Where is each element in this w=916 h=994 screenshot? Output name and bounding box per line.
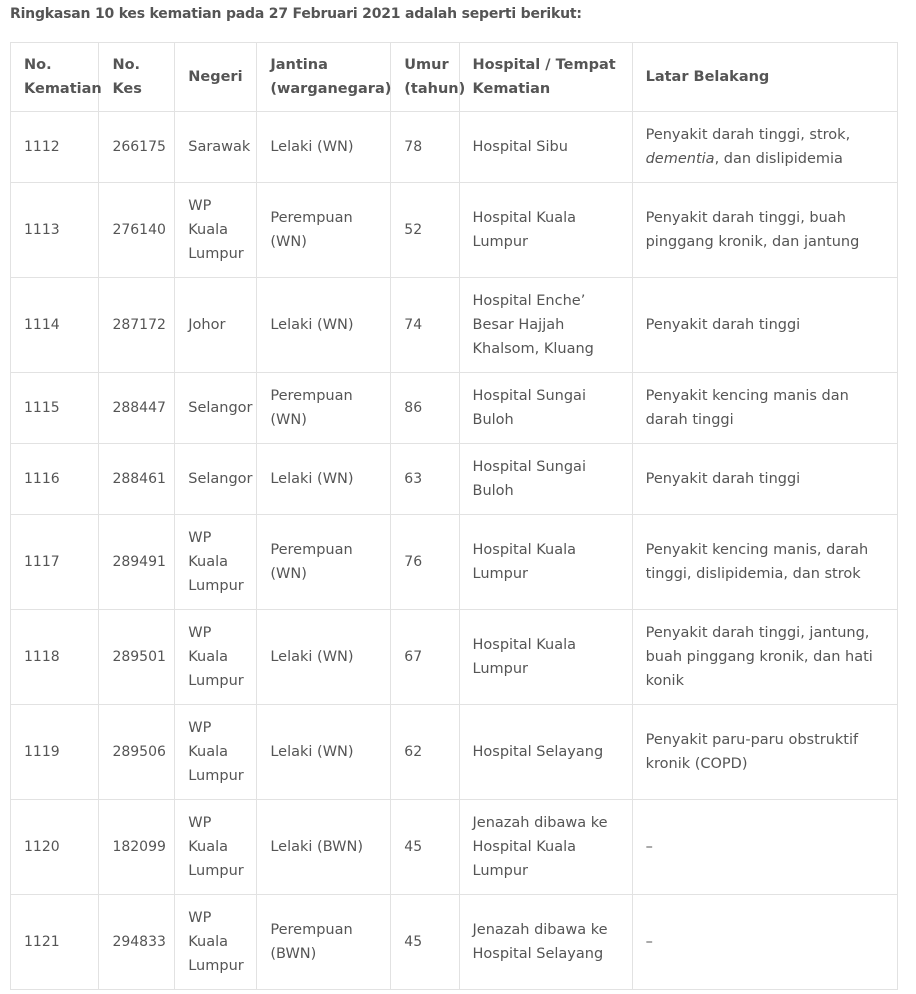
cell-no-kes: 294833 (99, 895, 175, 990)
cell-umur: 45 (391, 895, 459, 990)
cell-jantina: Perempuan (WN) (257, 373, 391, 444)
cell-jantina: Lelaki (WN) (257, 278, 391, 373)
cell-latar-belakang: Penyakit kencing manis, darah tinggi, dislipidemia, dan strok (632, 515, 897, 610)
cell-negeri: WP Kuala Lumpur (175, 515, 257, 610)
cell-umur: 45 (391, 800, 459, 895)
cell-jantina: Lelaki (WN) (257, 705, 391, 800)
cell-no-kematian: 1120 (11, 800, 99, 895)
header-no-kes: No. Kes (99, 43, 175, 112)
cell-umur: 63 (391, 444, 459, 515)
header-umur: Umur (tahun) (391, 43, 459, 112)
cell-latar-belakang: Penyakit kencing manis dan darah tinggi (632, 373, 897, 444)
cell-umur: 86 (391, 373, 459, 444)
cell-hospital: Hospital Kuala Lumpur (459, 515, 632, 610)
header-row (11, 43, 898, 112)
cell-no-kematian: 1118 (11, 610, 99, 705)
cell-hospital: Hospital Sungai Buloh (459, 444, 632, 515)
cell-no-kes: 276140 (99, 183, 175, 278)
cell-umur: 67 (391, 610, 459, 705)
table-row (11, 183, 898, 278)
cell-latar-belakang: – (632, 895, 897, 990)
table-row (11, 705, 898, 800)
intro-text: Ringkasan 10 kes kematian pada 27 Februari 2021 adalah seperti berikut: (10, 6, 582, 22)
cell-negeri: Sarawak (175, 112, 257, 183)
table-row (11, 444, 898, 515)
cell-jantina: Perempuan (WN) (257, 515, 391, 610)
cell-hospital: Hospital Sibu (459, 112, 632, 183)
cell-umur: 78 (391, 112, 459, 183)
table-row (11, 800, 898, 895)
cell-jantina: Lelaki (WN) (257, 112, 391, 183)
cell-no-kematian: 1115 (11, 373, 99, 444)
cell-no-kes: 182099 (99, 800, 175, 895)
cell-negeri: WP Kuala Lumpur (175, 183, 257, 278)
cell-no-kes: 266175 (99, 112, 175, 183)
cell-no-kematian: 1112 (11, 112, 99, 183)
deaths-table (10, 42, 898, 990)
table-row (11, 112, 898, 183)
cell-no-kes: 288461 (99, 444, 175, 515)
cell-latar-belakang: Penyakit darah tinggi, jantung, buah pinggang kronik, dan hati konik (632, 610, 897, 705)
cell-jantina: Lelaki (BWN) (257, 800, 391, 895)
cell-no-kematian: 1117 (11, 515, 99, 610)
cell-negeri: Johor (175, 278, 257, 373)
cell-no-kematian: 1121 (11, 895, 99, 990)
header-negeri: Negeri (175, 43, 257, 112)
cell-hospital: Hospital Kuala Lumpur (459, 610, 632, 705)
latar-text: , dan dislipidemia (714, 151, 843, 167)
cell-hospital: Hospital Sungai Buloh (459, 373, 632, 444)
header-hospital: Hospital / Tempat Kematian (459, 43, 632, 112)
latar-emphasis: dementia (645, 151, 715, 167)
latar-text: Penyakit darah tinggi, strok, (645, 127, 851, 143)
table-row (11, 515, 898, 610)
cell-no-kes: 287172 (99, 278, 175, 373)
cell-umur: 62 (391, 705, 459, 800)
cell-latar-belakang: Penyakit darah tinggi (632, 278, 897, 373)
cell-hospital: Jenazah dibawa ke Hospital Selayang (459, 895, 632, 990)
cell-no-kes: 289506 (99, 705, 175, 800)
cell-jantina: Perempuan (BWN) (257, 895, 391, 990)
table-row (11, 278, 898, 373)
cell-umur: 52 (391, 183, 459, 278)
cell-latar-belakang: Penyakit darah tinggi (632, 444, 897, 515)
table-row (11, 610, 898, 705)
cell-hospital: Hospital Selayang (459, 705, 632, 800)
header-no-kematian: No. Kematian (11, 43, 99, 112)
cell-no-kes: 289491 (99, 515, 175, 610)
cell-jantina: Lelaki (WN) (257, 444, 391, 515)
cell-negeri: WP Kuala Lumpur (175, 705, 257, 800)
cell-jantina: Perempuan (WN) (257, 183, 391, 278)
header-latar-belakang: Latar Belakang (632, 43, 897, 112)
cell-latar-belakang: – (632, 800, 897, 895)
cell-no-kematian: 1116 (11, 444, 99, 515)
cell-hospital: Hospital Enche’ Besar Hajjah Khalsom, Kluang (459, 278, 632, 373)
cell-negeri: WP Kuala Lumpur (175, 610, 257, 705)
cell-negeri: Selangor (175, 373, 257, 444)
table-row (11, 895, 898, 990)
cell-no-kematian: 1119 (11, 705, 99, 800)
cell-negeri: WP Kuala Lumpur (175, 800, 257, 895)
cell-umur: 76 (391, 515, 459, 610)
cell-negeri: Selangor (175, 444, 257, 515)
header-jantina: Jantina (warganegara) (257, 43, 391, 112)
cell-jantina: Lelaki (WN) (257, 610, 391, 705)
cell-hospital: Jenazah dibawa ke Hospital Kuala Lumpur (459, 800, 632, 895)
cell-no-kes: 289501 (99, 610, 175, 705)
cell-no-kematian: 1114 (11, 278, 99, 373)
cell-negeri: WP Kuala Lumpur (175, 895, 257, 990)
cell-latar-belakang: Penyakit paru-paru obstruktif kronik (COPD) (632, 705, 897, 800)
cell-no-kematian: 1113 (11, 183, 99, 278)
cell-hospital: Hospital Kuala Lumpur (459, 183, 632, 278)
cell-umur: 74 (391, 278, 459, 373)
table-row (11, 373, 898, 444)
cell-latar-belakang (632, 112, 897, 183)
cell-latar-belakang: Penyakit darah tinggi, buah pinggang kronik, dan jantung (632, 183, 897, 278)
cell-no-kes: 288447 (99, 373, 175, 444)
